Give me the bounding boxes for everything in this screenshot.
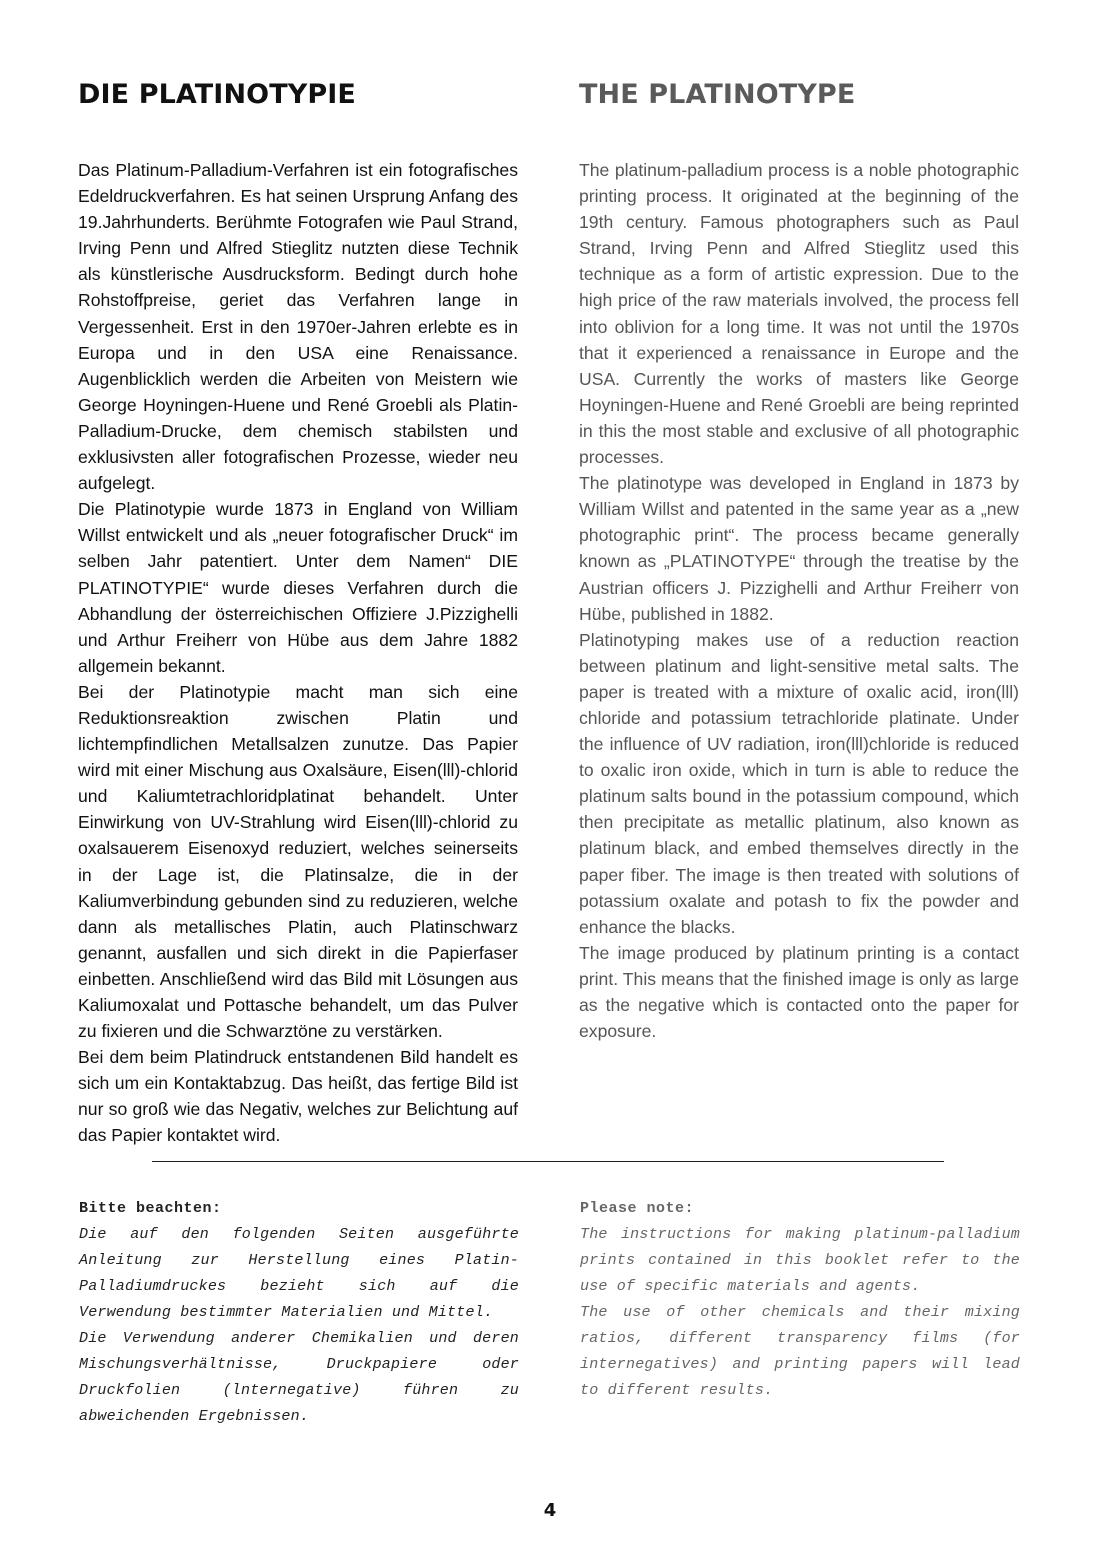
english-paragraph: The platinum-palladium process is a noble photographic printing process. It originated at the beginning of the 19th century. Famous photographers such as Paul Strand, Irving Penn and Alfred Stieglitz used this technique as a form of artistic expression. Due to the high price of the raw materials involved, the process fell into oblivion for a long time. It was not until the 1970s that it experienced a renaissance in Europe and the USA. Currently the works of masters like George Hoyningen-Huene and René Groebli are being reprinted in this the most stable and exclusive of all photographic processes.: [579, 160, 1019, 468]
english-heading: THE PLATINOTYPE: [579, 79, 856, 110]
english-note-paragraph: The use of other chemicals and their mixing ratios, different transparency films (for internegatives) and printing papers will lead to different results.: [580, 1304, 1020, 1399]
german-paragraph: Bei der Platinotypie macht man sich eine Reduktionsreaktion zwischen Platin und lichtempfindlichen Metallsalzen zunutze. Das Papier wird mit einer Mischung aus Oxalsäure, Eisen(lll)-chlorid und Kaliumtetrachloridplatinat behandelt. Unter Einwirkung von UV-Strahlung wird Eisen(lll)-chlorid zu oxalsauerem Eisenoxyd reduziert, welches seinerseits in der Lage ist, die Platinsalze, die in der Kaliumverbindung gebunden sind zu reduzieren, welche dann als metallisches Platin, auch Platinschwarz genannt, ausfallen und sich direkt in die Papierfaser einbetten. Anschließend wird das Bild mit Lösungen aus Kaliumoxalat und Pottasche behandelt, um das Pulver zu fixieren und die Schwarztöne zu verstärken.: [78, 681, 518, 1042]
section-divider: [152, 1161, 944, 1162]
english-note-paragraph: The instructions for making platinum-palladium prints contained in this booklet refer to the use of specific materials and agents.: [580, 1226, 1020, 1295]
german-paragraph: Das Platinum-Palladium-Verfahren ist ein fotografisches Edeldruckverfahren. Es hat seinen Ursprung Anfang des 19.Jahrhunderts. Berühmte Fotografen wie Paul Strand, Irving Penn und Alfred Stieglitz nutzten diese Technik als künstlerische Ausdrucksform. Bedingt durch hohe Rohstoffpreise, geriet das Verfahren lange in Vergessenheit. Erst in den 1970er-Jahren erlebte es in Europa und in den USA eine Renaissance. Augenblicklich werden die Arbeiten von Meistern wie George Hoyningen-Huene und René Groebli als Platin-Palladium-Drucke, dem chemisch stabilsten und exklusivsten aller fotografischen Prozesse, wieder neu aufgelegt.: [78, 160, 518, 494]
german-note-title: Bitte beachten:: [79, 1200, 222, 1217]
english-note-title: Please note:: [580, 1200, 695, 1217]
german-note-paragraph: Die auf den folgenden Seiten ausgeführte Anleitung zur Herstellung eines Platin-Palladiumdruckes bezieht sich auf die Verwendung bestimmter Materialien und Mittel.: [79, 1226, 519, 1321]
german-column: [78, 75, 518, 1149]
english-paragraph: The platinotype was developed in England in 1873 by William Willst and patented in the same year as a „new photographic print“. The process became generally known as „PLATINOTYPE“ through the treatise by the Austrian officers J. Pizzighelli and Arthur Freiherr von Hübe, published in 1882.: [579, 473, 1019, 624]
english-paragraph: Platinotyping makes use of a reduction reaction between platinum and light-sensitive metal salts. The paper is treated with a mixture of oxalic acid, iron(lll) chloride and potassium tetrachloride platinate. Under the influence of UV radiation, iron(lll)chloride is reduced to oxalic iron oxide, which in turn is able to reduce the platinum salts bound in the potassium compound, which then precipitate as metallic platinum, also known as platinum black, and embed themselves directly in the paper fiber. The image is then treated with solutions of potassium oxalate and potash to fix the powder and enhance the blacks.: [579, 629, 1019, 937]
german-note-paragraph: Die Verwendung anderer Chemikalien und deren Mischungsverhältnisse, Druckpapiere oder Druckfolien (lnternegative) führen zu abweichenden Ergebnissen.: [79, 1330, 519, 1425]
german-paragraph: Bei dem beim Platindruck entstandenen Bild handelt es sich um ein Kontaktabzug. Das heißt, das fertige Bild ist nur so groß wie das Negativ, welches zur Belichtung auf das Papier kontaktet wird.: [78, 1047, 518, 1146]
german-heading: DIE PLATINOTYPIE: [78, 79, 356, 110]
english-note: [580, 1196, 1020, 1404]
german-paragraph: Die Platinotypie wurde 1873 in England von William Willst entwickelt und als „neuer fotografischer Druck“ im selben Jahr patentiert. Unter dem Namen“ DIE PLATINOTYPIE“ wurde dieses Verfahren durch die Abhandlung der österreichischen Offiziere J.Pizzighelli und Arthur Freiherr von Hübe aus dem Jahre 1882 allgemein bekannt.: [78, 499, 518, 676]
english-column: [579, 75, 1019, 1044]
english-paragraph: The image produced by platinum printing is a contact print. This means that the finished image is only as large as the negative which is contacted onto the paper for exposure.: [579, 942, 1019, 1042]
german-note: [79, 1196, 519, 1430]
english-body: [579, 157, 1019, 1044]
page-number: 4: [543, 1500, 557, 1521]
german-body: [78, 157, 518, 1149]
